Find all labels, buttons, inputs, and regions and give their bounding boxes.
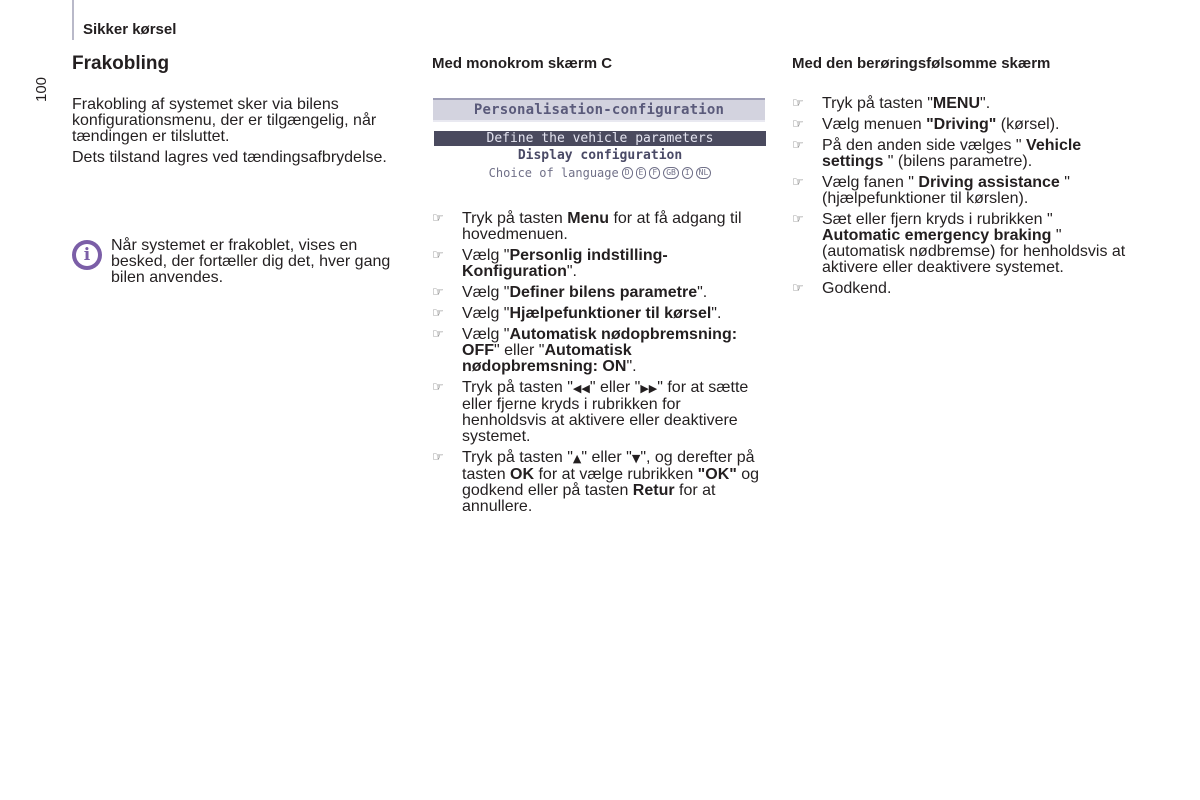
info-text: Når systemet er frakoblet, vises en besked, der fortæller dig det, hver gang bilen anvendes. (111, 237, 391, 286)
pointing-hand-icon: ☞ (792, 175, 804, 190)
list-item: ☞ Tryk på tasten "MENU". (792, 95, 991, 112)
screen-row-display-configuration: Display configuration (517, 148, 683, 163)
language-chip: E (636, 167, 647, 179)
list-item: ☞ Vælg menuen "Driving" (kørsel). (792, 116, 1060, 133)
pointing-hand-icon: ☞ (792, 281, 804, 296)
list-item: ☞ På den anden side vælges " Vehicle settings " (bilens parametre). (792, 137, 1082, 170)
pointing-hand-icon: ☞ (432, 285, 444, 300)
list-item: ☞ Tryk på tasten Menu for at få adgang til hovedmenuen. (432, 210, 742, 243)
language-chip: NL (696, 167, 712, 179)
heading-frakobling: Frakobling (72, 53, 170, 74)
pointing-hand-icon: ☞ (792, 96, 804, 111)
monochrome-steps-list (432, 211, 768, 520)
pointing-hand-icon: ☞ (432, 306, 444, 321)
list-item: ☞ Tryk på tasten "▲" eller "▼", og derefter på tasten OK for at vælge rubrikken "OK" og godkend eller på tasten Retur for at annullere. (432, 449, 760, 515)
page-number: 100 (33, 76, 50, 102)
pointing-hand-icon: ☞ (432, 248, 444, 263)
section-title: Sikker kørsel (83, 21, 177, 38)
pointing-hand-icon: ☞ (792, 212, 804, 227)
rewind-arrow-icon: ◀◀ (572, 382, 590, 395)
list-item: ☞ Vælg "Hjælpefunktioner til kørsel". (432, 305, 722, 322)
screen-title: Personalisation-configuration (433, 98, 765, 122)
up-arrow-icon: ▲ (572, 452, 582, 465)
forward-arrow-icon: ▶▶ (640, 382, 658, 395)
list-item: ☞ Vælg fanen " Driving assistance " (hjælpefunktioner til kørslen). (792, 174, 1070, 207)
down-arrow-icon: ▼ (631, 452, 641, 465)
paragraph-state-saved: Dets tilstand lagres ved tændingsafbrydelse. (72, 149, 387, 166)
language-chip: GB (663, 167, 679, 179)
list-item: ☞ Sæt eller fjern kryds i rubrikken " Automatic emergency braking " (automatisk nødbremse) for henholdsvis at aktivere eller deaktivere systemet. (792, 211, 1126, 276)
pointing-hand-icon: ☞ (432, 327, 444, 342)
language-chip: D (622, 167, 633, 179)
info-icon: i (72, 240, 102, 270)
screen-row-define-parameters: Define the vehicle parameters (434, 131, 766, 146)
pointing-hand-icon: ☞ (432, 450, 444, 465)
language-chip: F (649, 167, 660, 179)
language-chip: I (682, 167, 693, 179)
heading-touch-screen: Med den berøringsfølsomme skærm (792, 55, 1051, 72)
side-rule (72, 0, 74, 40)
pointing-hand-icon: ☞ (792, 138, 804, 153)
pointing-hand-icon: ☞ (432, 380, 444, 395)
monochrome-screen (432, 96, 768, 186)
pointing-hand-icon: ☞ (432, 211, 444, 226)
touch-steps-list (792, 96, 1132, 302)
list-item: ☞ Vælg "Automatisk nødopbremsning: OFF" eller "Automatisk nødopbremsning: ON". (432, 326, 738, 375)
list-item: ☞ Vælg "Definer bilens parametre". (432, 284, 708, 301)
list-item: ☞ Tryk på tasten "◀◀" eller "▶▶" for at sætte eller fjerne kryds i rubrikken for henholdsvis at aktivere eller deaktivere systemet. (432, 379, 749, 445)
list-item: ☞ Godkend. (792, 280, 892, 297)
paragraph-disconnect: Frakobling af systemet sker via bilens konfigurationsmenu, der er tilgængelig, når tændingen er tilsluttet. (72, 96, 377, 145)
screen-row-choice-of-language (434, 165, 766, 180)
list-item: ☞ Vælg "Personlig indstilling-Konfiguration". (432, 247, 668, 280)
choice-of-language-label: Choice of language (488, 165, 619, 180)
heading-monochrome: Med monokrom skærm C (432, 55, 613, 72)
pointing-hand-icon: ☞ (792, 117, 804, 132)
